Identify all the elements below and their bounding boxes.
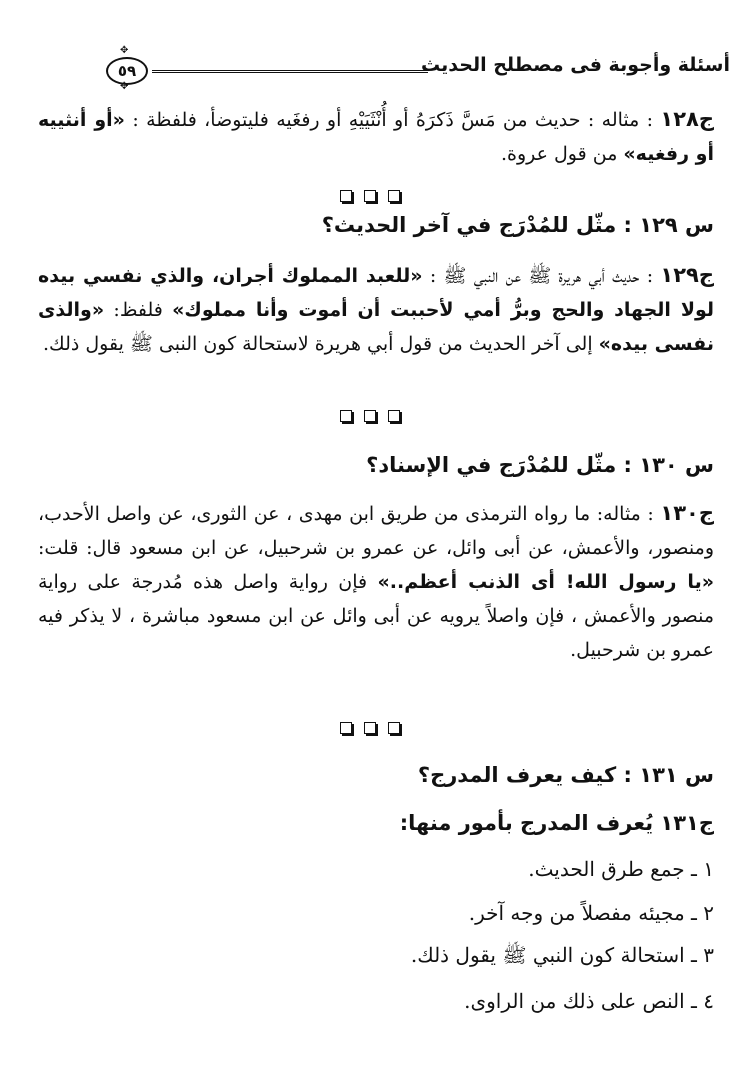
square-icon — [388, 190, 400, 202]
answer-text: : مثاله: ما رواه الترمذى من طريق ابن مهدى ، عن الثورى، عن واصل الأحدب، ومنصور، والأعمش، عن أبى وائل، عن عمرو بن شرحبيل، عن ابن مسعود قال: قلت: — [38, 503, 714, 559]
answer-label: ج١٢٩ — [660, 263, 714, 287]
answer-text: : مثاله : حديث من مَسَّ ذَكرَهُ أو أُنْثَيَيْهِ أو رفغَيه فليتوضأ، فلفظة : — [124, 109, 661, 131]
page-number-ornament — [96, 45, 152, 92]
answer-text: : حديث أبي هريرة ﷺ عن النبي ﷺ : — [422, 265, 661, 287]
question-text: كيف يعرف المدرج؟ — [417, 763, 624, 787]
answer-text: إلى آخر الحديث من قول أبي هريرة لاستحالة كون النبى ﷺ يقول ذلك. — [43, 333, 599, 355]
answer-text: فإن رواية واصل هذه مُدرجة على رواية منصور والأعمش ، فإن واصلاً يرويه عن أبى وائل عن ابن مسعود مباشرة ، لا يذكر فيه عمرو بن شرحبيل. — [38, 571, 714, 661]
square-icon — [388, 410, 400, 422]
hadith-quote: «للعبد المملوك أجران، والذي نفسي بيده لولا الجهاد والحج وبرُّ أمي لأحببت أن أموت وأنا مملوك» — [38, 265, 715, 321]
page-header — [96, 45, 730, 92]
page-number: ٥٩ — [106, 57, 148, 85]
separator — [320, 190, 420, 206]
ornament-bottom-icon: ✥ — [120, 81, 129, 92]
list-item: ٤ ـ النص على ذلك من الراوى. — [464, 989, 714, 1013]
answer-text: فلفظ: — [104, 299, 173, 321]
question-text: مثّل للمُدْرَج في آخر الحديث؟ — [321, 213, 624, 237]
question-130 — [38, 448, 714, 482]
separator — [320, 410, 420, 426]
answer-130 — [38, 496, 714, 667]
hadith-quote: «يا رسول الله! أى الذنب أعظم..» — [377, 571, 714, 593]
answer-131 — [38, 806, 714, 840]
square-icon — [364, 410, 376, 422]
square-icon — [364, 190, 376, 202]
ornament-top-icon: ✥ — [120, 45, 129, 56]
list-item: ٣ ـ استحالة كون النبي ﷺ يقول ذلك. — [410, 943, 714, 967]
answer-text-tail: من قول عروة. — [500, 143, 624, 165]
question-label: س ١٣١ : — [623, 763, 714, 787]
answer-label: ج١٢٨ — [660, 107, 714, 131]
answer-128 — [38, 102, 714, 171]
question-label: س ١٣٠ : — [623, 453, 714, 477]
answer-text: يُعرف المدرج بأمور منها: — [399, 811, 661, 835]
question-131 — [38, 758, 714, 792]
answer-label: ج١٣٠ — [660, 501, 714, 525]
quote: «والذى نفسى بيده» — [38, 299, 714, 355]
square-icon — [340, 722, 352, 734]
answer-label: ج١٣١ — [660, 811, 714, 835]
square-icon — [340, 190, 352, 202]
square-icon — [340, 410, 352, 422]
list-item: ١ ـ جمع طرق الحديث. — [528, 857, 714, 881]
running-title: أسئلة وأجوبة فى مصطلح الحديث — [421, 54, 730, 76]
square-icon — [388, 722, 400, 734]
question-text: مثّل للمُدْرَج في الإسناد؟ — [366, 453, 624, 477]
header-rule — [152, 70, 428, 73]
answer-129 — [38, 258, 714, 361]
question-label: س ١٢٩ : — [623, 213, 714, 237]
quote: «أو أنثييه أو رفغيه» — [38, 109, 714, 165]
list-item: ٢ ـ مجيئه مفصلاً من وجه آخر. — [468, 901, 714, 925]
separator — [320, 722, 420, 738]
question-129 — [38, 208, 714, 242]
square-icon — [364, 722, 376, 734]
